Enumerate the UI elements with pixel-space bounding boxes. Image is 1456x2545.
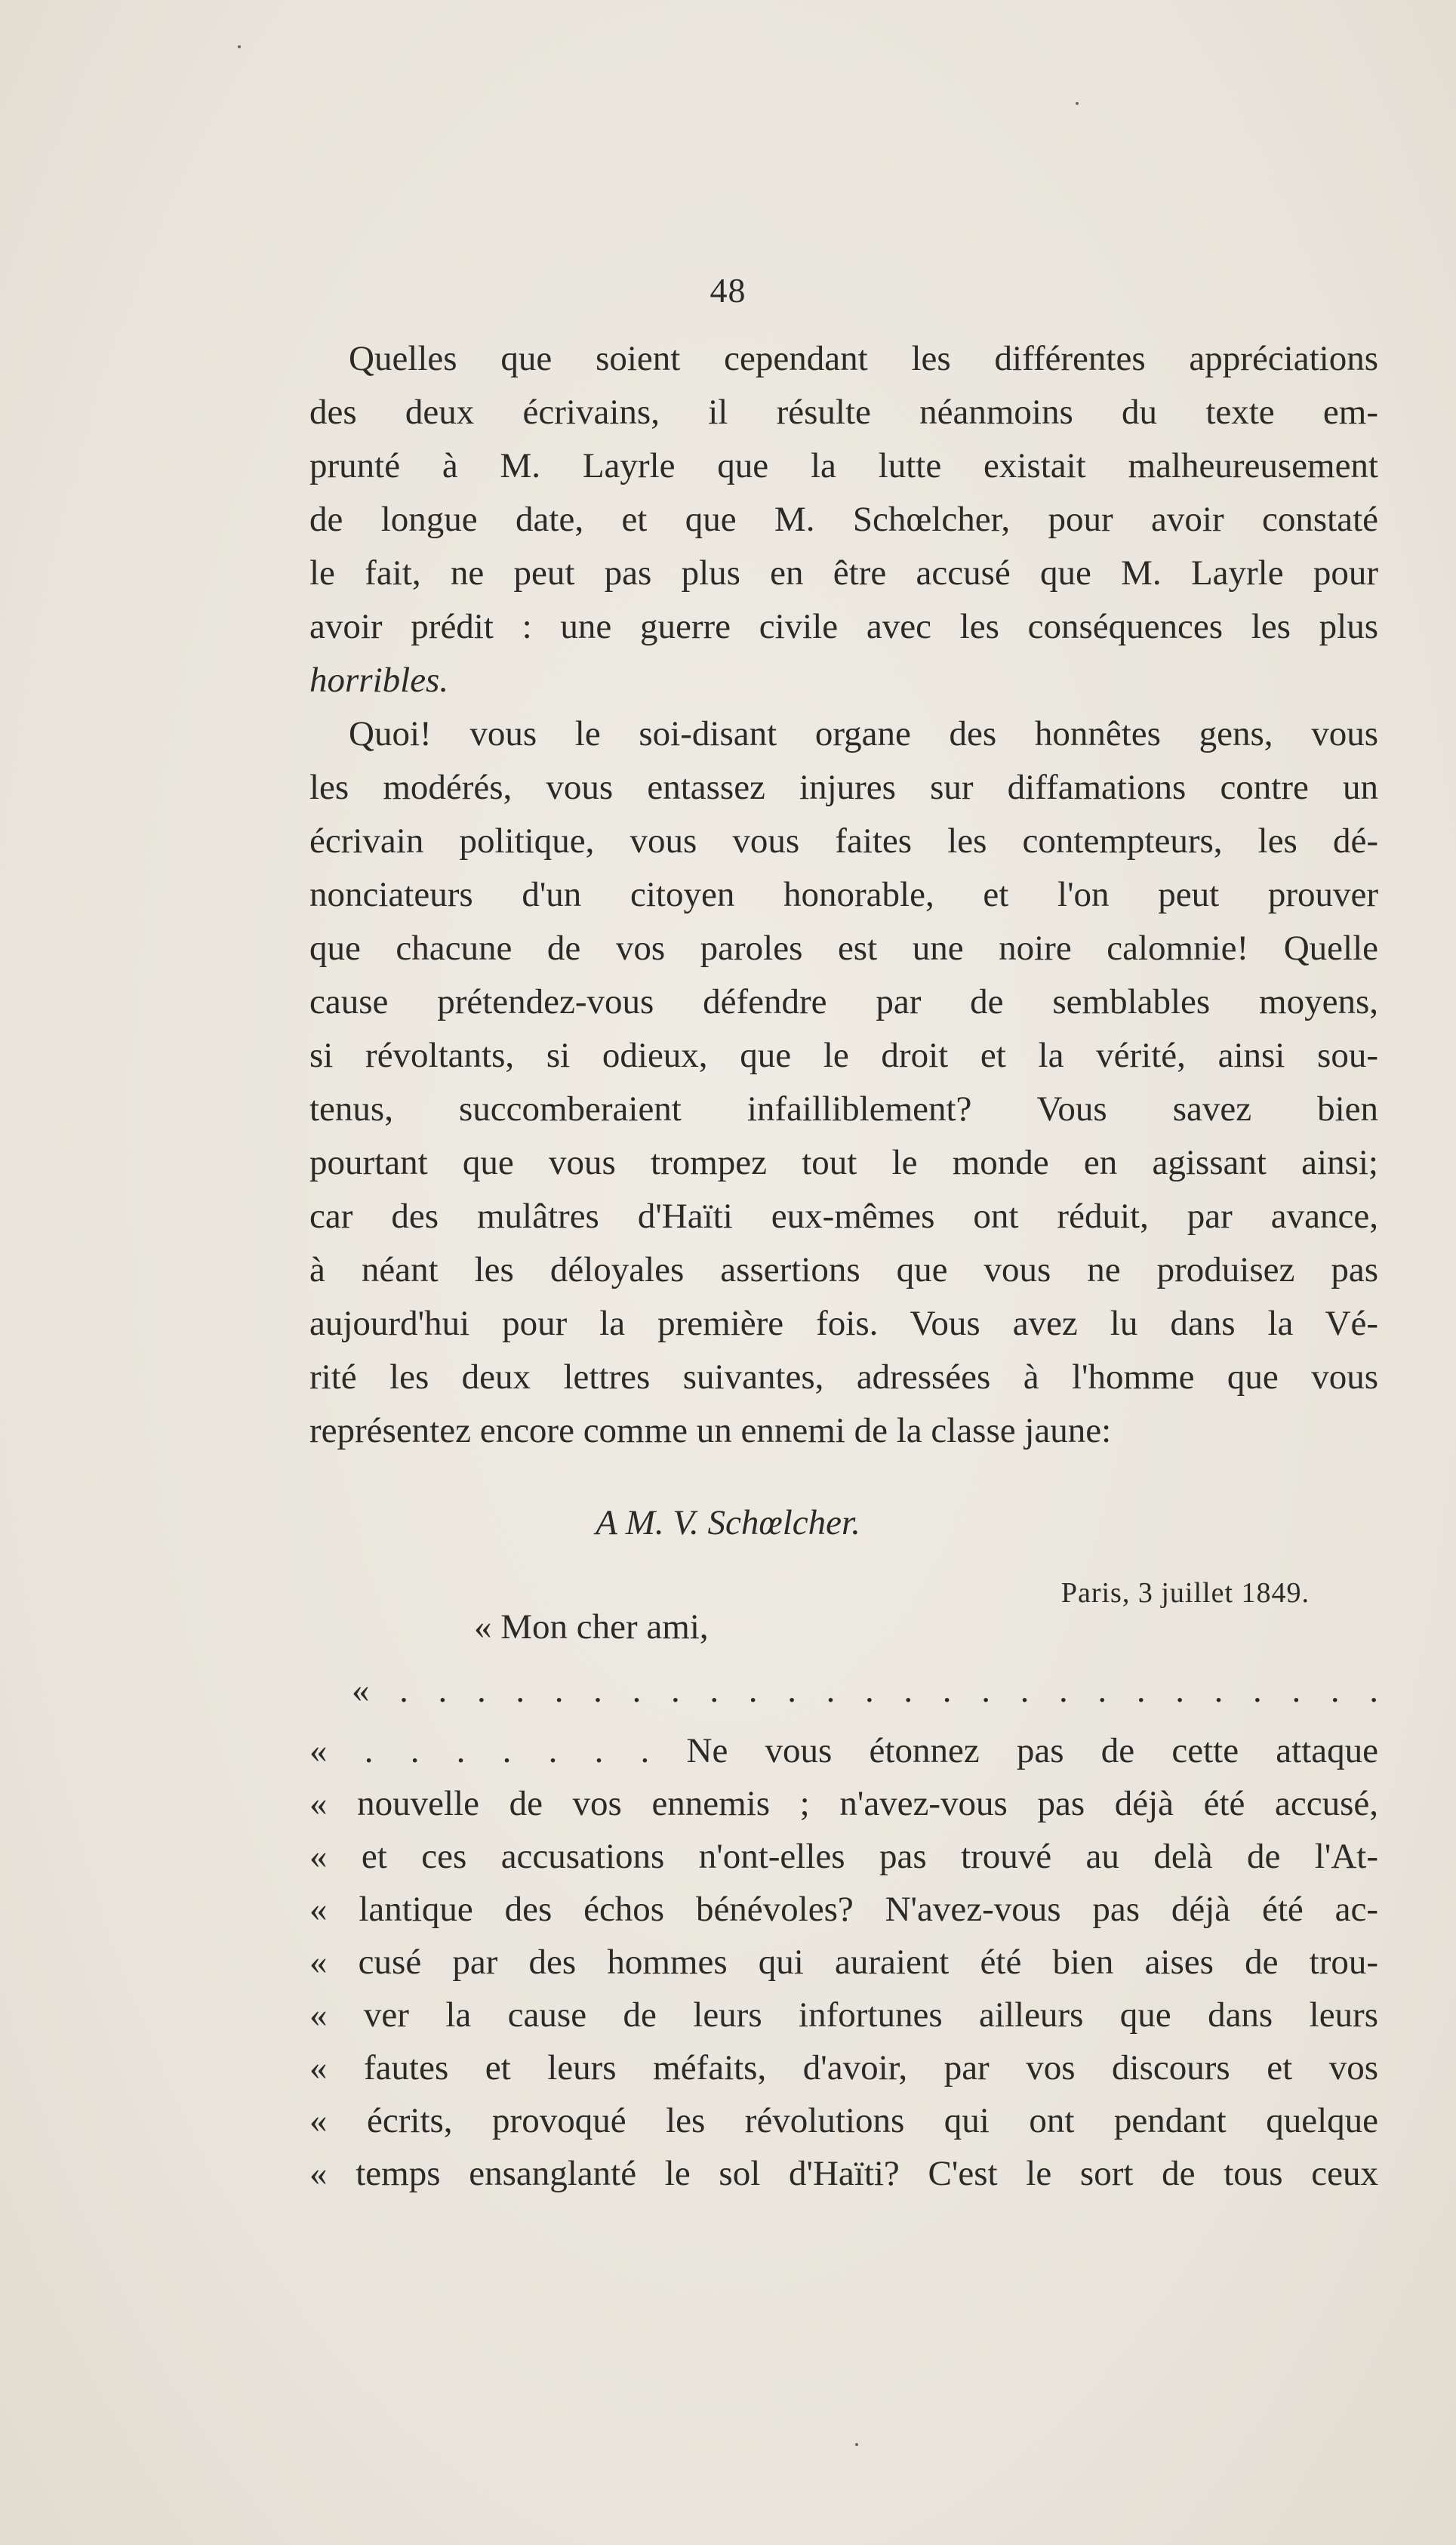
ellipsis-line: « . . . . . . . . . . . . . . . . . . . . . . . . . .	[352, 1671, 1378, 1710]
text-line: à néant les déloyales assertions que vous ne produisez pas	[309, 1250, 1378, 1289]
paper-speck	[238, 45, 241, 48]
quote-line: « nouvelle de vos ennemis ; n'avez-vous pas déjà été accusé,	[309, 1784, 1378, 1823]
text-line: de longue date, et que M. Schœlcher, pour avoir constaté	[309, 500, 1378, 539]
text-line: des deux écrivains, il résulte néanmoins du texte em-	[309, 393, 1378, 432]
text-line: représentez encore comme un ennemi de la classe jaune:	[309, 1411, 1112, 1450]
text-line: aujourd'hui pour la première fois. Vous avez lu dans la Vé-	[309, 1304, 1378, 1343]
quote-line: « et ces accusations n'ont-elles pas trouvé au delà de l'At-	[309, 1837, 1378, 1876]
text-line: Quoi! vous le soi-disant organe des honnêtes gens, vous	[349, 714, 1378, 753]
text-line: pourtant que vous trompez tout le monde en agissant ainsi;	[309, 1143, 1378, 1182]
text-line: tenus, succomberaient infailliblement? Vous savez bien	[309, 1089, 1378, 1129]
text-line: écrivain politique, vous vous faites les contempteurs, les dé-	[309, 821, 1378, 861]
paper-speck	[1076, 102, 1079, 105]
text-line: si révoltants, si odieux, que le droit et la vérité, ainsi sou-	[309, 1036, 1378, 1075]
main-text	[309, 332, 1378, 1458]
text-line: car des mulâtres d'Haïti eux-mêmes ont réduit, par avance,	[309, 1197, 1378, 1236]
text-line: Quelles que soient cependant les différentes appréciations	[349, 339, 1378, 378]
quote-line: « lantique des échos bénévoles? N'avez-vous pas déjà été ac-	[309, 1890, 1378, 1929]
paper-speck	[855, 2443, 858, 2446]
quote-line: « . . . . . . . Ne vous étonnez pas de cette attaque	[309, 1731, 1378, 1770]
text-line: horribles.	[309, 661, 449, 700]
quote-line: « fautes et leurs méfaits, d'avoir, par vos discours et vos	[309, 2048, 1378, 2087]
text-line: nonciateurs d'un citoyen honorable, et l'on peut prouver	[309, 875, 1378, 914]
page-number: 48	[710, 271, 746, 310]
letter-salutation: « Mon cher ami,	[474, 1607, 709, 1647]
text-line: prunté à M. Layrle que la lutte existait malheureusement	[309, 446, 1378, 485]
letter-date: Paris, 3 juillet 1849.	[1060, 1577, 1310, 1609]
quote-line: « temps ensanglanté le sol d'Haïti? C'est le sort de tous ceux	[309, 2154, 1378, 2193]
quote-line: « ver la cause de leurs infortunes ailleurs que dans leurs	[309, 1995, 1378, 2035]
letter-heading: A M. V. Schœlcher.	[596, 1503, 860, 1542]
quote-line: « cusé par des hommes qui auraient été bien aises de trou-	[309, 1943, 1378, 1982]
letter-quote	[309, 1724, 1378, 2200]
text-line: le fait, ne peut pas plus en être accusé que M. Layrle pour	[309, 553, 1378, 593]
text-line: avoir prédit : une guerre civile avec les conséquences les plus	[309, 607, 1378, 646]
text-line: cause prétendez-vous défendre par de semblables moyens,	[309, 982, 1378, 1021]
text-line: les modérés, vous entassez injures sur diffamations contre un	[309, 768, 1378, 807]
quote-line: « écrits, provoqué les révolutions qui ont pendant quelque	[309, 2101, 1378, 2140]
text-line: que chacune de vos paroles est une noire calomnie! Quelle	[309, 929, 1378, 968]
text-line: rité les deux lettres suivantes, adressées à l'homme que vous	[309, 1357, 1378, 1397]
